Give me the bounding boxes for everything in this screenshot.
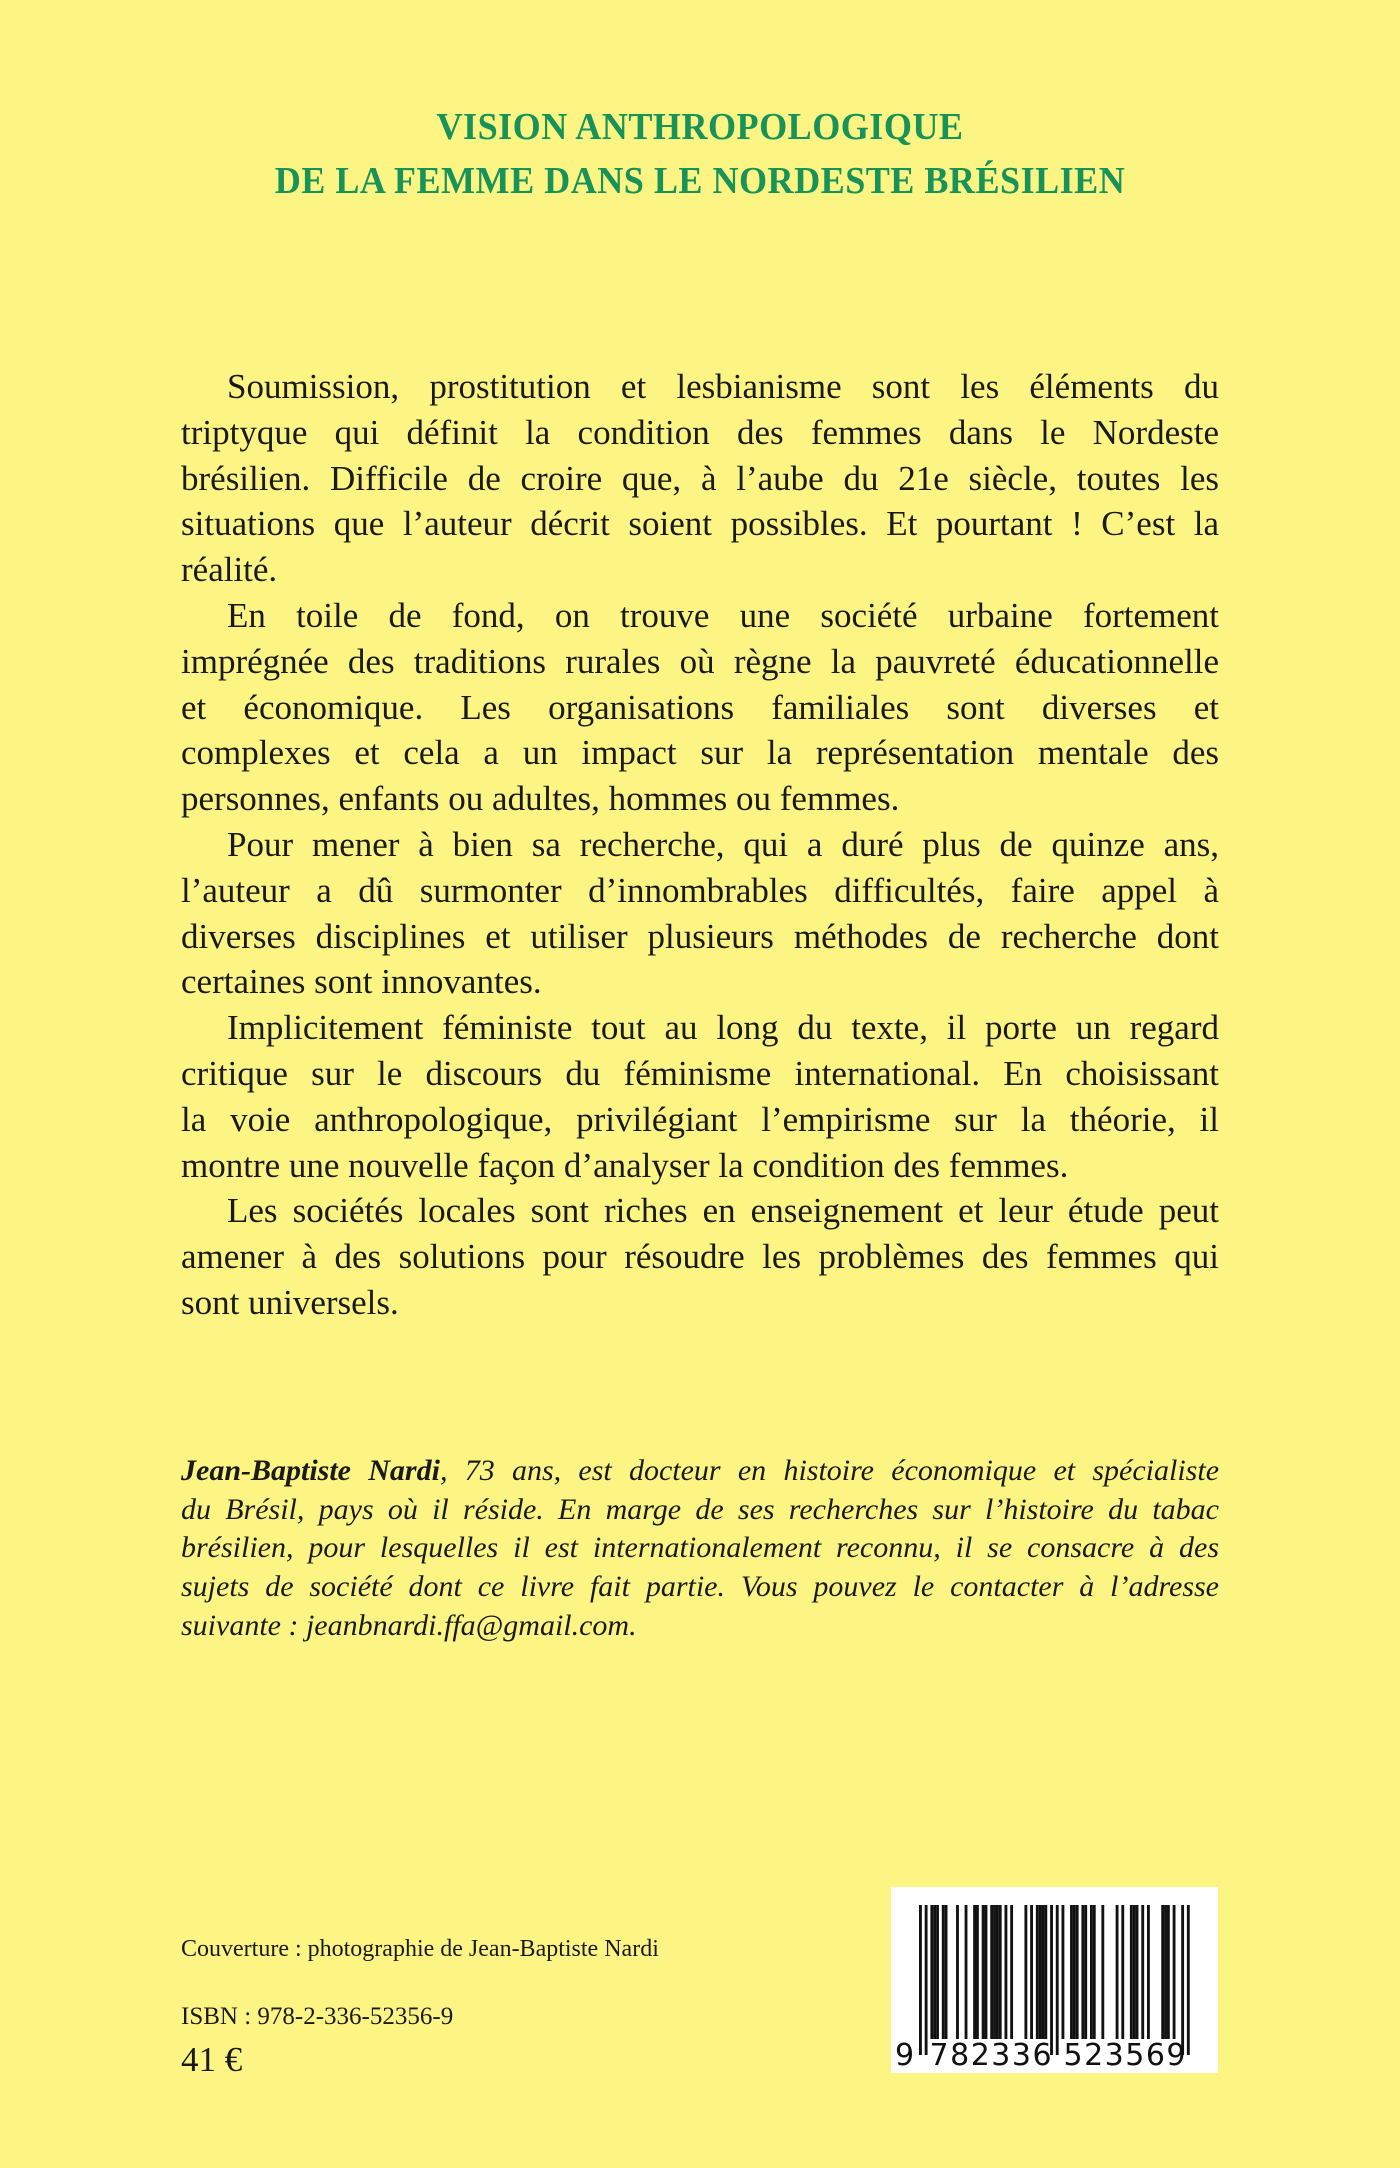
barcode-bar [973,1905,976,2039]
barcode-bar [1042,1905,1045,2039]
barcode-bar [936,1905,939,2039]
title-line: DE LA FEMME DANS LE NORDESTE BRÉSILIEN [274,160,1126,202]
barcode-bar [1039,1905,1042,2039]
paragraph-line: critique sur le discours du féminisme international. En choisissant [181,1053,1219,1093]
barcode-bar [1081,1905,1084,2039]
paragraph [181,593,1219,822]
paragraph-line: personnes, enfants ou adultes, hommes ou femmes. [181,779,900,819]
barcode-bar [1090,1905,1093,2039]
bio-line: du Brésil, pays où il réside. En marge de ses recherches sur l’histoire du tabac [181,1492,1219,1526]
barcode-bar [965,1905,968,2039]
paragraph [181,1005,1219,1188]
barcode-bar [1133,1905,1136,2039]
paragraph-line: l’auteur a dû surmonter d’innombrables difficultés, faire appel à [181,870,1219,910]
barcode-bar [1161,1905,1164,2039]
barcode-bar [1084,1905,1087,2039]
paragraph-line: triptyque qui définit la condition des femmes dans le Nordeste [181,412,1219,452]
barcode-bar [1101,1905,1104,2039]
barcode-bar [1073,1905,1076,2039]
barcode-bar [1044,1905,1047,2039]
paragraph-line: Implicitement féministe tout au long du texte, il porte un regard [227,1008,1219,1048]
price: 41 € [181,2040,243,2079]
blurb [181,364,1219,1326]
author-name: Jean-Baptiste Nardi [181,1454,440,1487]
paragraph-line: montre une nouvelle façon d’analyser la condition des femmes. [181,1145,1069,1185]
barcode-bar [919,1905,922,2055]
paragraph-line: et économique. Les organisations familiales sont diverses et [181,687,1219,727]
barcode-bar [1173,1905,1176,2039]
barcode-bar [1136,1905,1139,2039]
isbn: ISBN : 978-2-336-52356-9 [181,2003,454,2030]
barcode-bar [942,1905,945,2039]
barcode-bar [999,1905,1002,2039]
barcode-bar [1050,1905,1053,2055]
paragraph-line: Pour mener à bien sa recherche, qui a duré plus de quinze ans, [227,824,1219,864]
paragraph [181,364,1219,593]
paragraph [181,1188,1219,1325]
paragraph-line: la voie anthropologique, privilégiant l’empirisme sur la théorie, il [181,1099,1219,1139]
barcode-bar [1056,1905,1059,2055]
barcode-bar [1010,1905,1013,2039]
paragraph-line: brésilien. Difficile de croire que, à l’aube du 21e siècle, toutes les [181,458,1219,498]
paragraph-line: complexes et cela a un impact sur la représentation mentale des [181,733,1219,773]
barcode-bar [1181,1905,1184,2055]
barcode-bar [933,1905,936,2039]
barcode-bar [1062,1905,1065,2039]
barcode-bars [891,1887,1218,2073]
barcode-bar [993,1905,996,2039]
title-line: VISION ANTHROPOLOGIQUE [436,106,964,148]
paragraph-line: Les sociétés locales sont riches en enseignement et leur étude peut [227,1191,1219,1231]
barcode-bar [990,1905,993,2039]
bio-line: sujets de société dont ce livre fait partie. Vous pouvez le contacter à l’adresse [181,1570,1219,1604]
barcode-bar [1093,1905,1096,2039]
book-title [0,100,1400,208]
bio-line: , 73 ans, est docteur en histoire économique et spécialiste [439,1454,1220,1487]
barcode-bar [982,1905,985,2039]
paragraph-line: En toile de fond, on trouve une société urbaine fortement [227,595,1219,635]
barcode-bar [1141,1905,1144,2039]
bio-line: brésilien, pour lesquelles il est internationalement reconnu, il se consacre à des [181,1531,1219,1565]
barcode-bar [1030,1905,1033,2039]
barcode-bar [1024,1905,1027,2039]
paragraph-line: diverses disciplines et utiliser plusieurs méthodes de recherche dont [181,916,1219,956]
barcode-bar [1070,1905,1073,2039]
barcode-bar [1005,1905,1008,2039]
author-bio [181,1452,1219,1646]
barcode-digits: 9 [895,2038,916,2073]
barcode-digits: 523569 [1063,2038,1188,2073]
barcode-bar [1130,1905,1133,2039]
paragraph-line: Soumission, prostitution et lesbianisme sont les éléments du [227,367,1219,406]
bio-line: suivante : jeanbnardi.ffa@gmail.com. [181,1608,637,1642]
paragraph-line: amener à des solutions pour résoudre les problèmes des femmes qui [181,1237,1219,1277]
barcode-bar [985,1905,988,2039]
cover-credit: Couverture : photographie de Jean-Baptiste Nardi [181,1936,659,1962]
barcode-bar [956,1905,959,2039]
paragraph-line: réalité. [181,550,278,590]
barcode-bar [1121,1905,1124,2039]
paragraph-line: situations que l’auteur décrit soient possibles. Et pourtant ! C’est la [181,504,1219,544]
paragraph-line: certaines sont innovantes. [181,962,542,1002]
paragraph-line: sont universels. [181,1282,399,1322]
paragraph-line: imprégnée des traditions rurales où règne la pauvreté éducationnelle [181,641,1219,681]
barcode-bar [945,1905,948,2039]
barcode-bar [1036,1905,1039,2039]
barcode [891,1887,1218,2073]
barcode-digits: 782336 [929,2038,1054,2073]
barcode-bar [1116,1905,1119,2039]
barcode-bar [976,1905,979,2039]
barcode-bar [1147,1905,1150,2039]
paragraph [181,822,1219,1005]
barcode-bar [1167,1905,1170,2039]
barcode-bar [1187,1905,1190,2055]
barcode-bar [1164,1905,1167,2039]
barcode-bar [925,1905,928,2055]
barcode-bar [1076,1905,1079,2039]
barcode-bar [996,1905,999,2039]
barcode-bar [930,1905,933,2039]
